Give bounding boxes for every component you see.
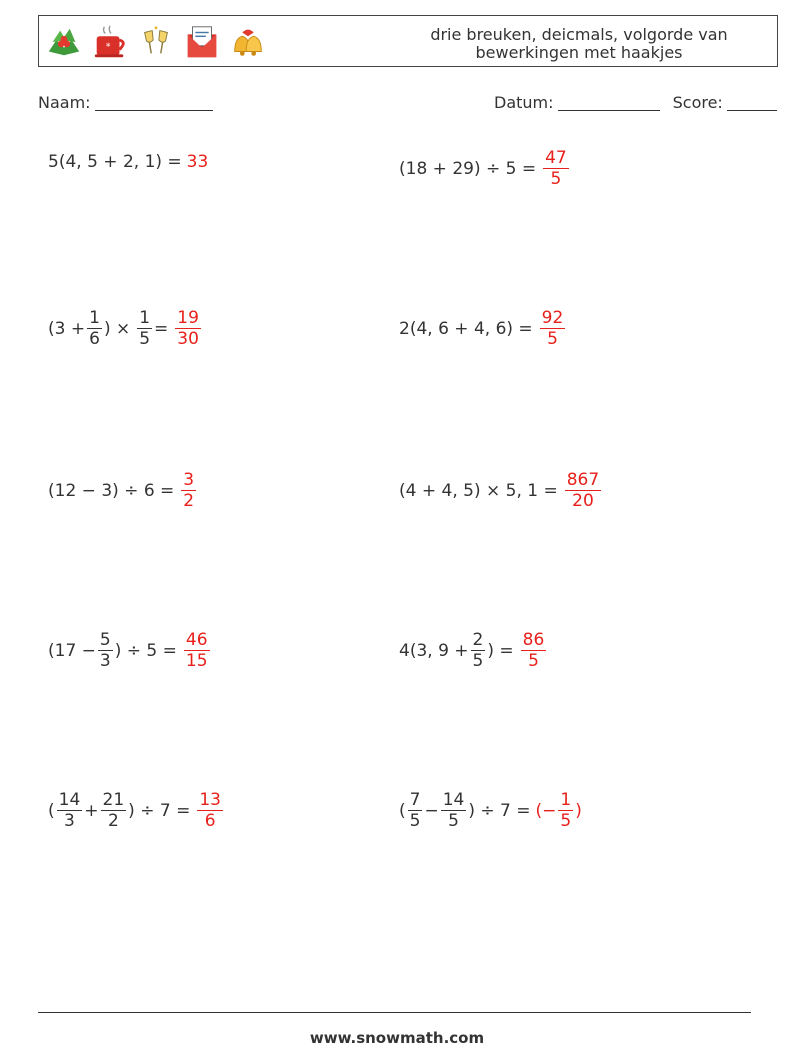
hot-drink-mug-icon [91, 23, 129, 61]
problem-expression-start: (3 + [48, 318, 86, 339]
problem-answer [195, 790, 225, 831]
problem-expression: 5(4, 5 + 2, 1) = [48, 152, 182, 172]
problem-operator: ) × [103, 318, 131, 339]
operand-fraction: $\frac{7}{5}$ [409, 790, 421, 831]
operand-fraction: $\frac{21}{2}$ [102, 790, 125, 831]
date-label: Datum: [494, 93, 554, 112]
operand-fraction: $\frac{14}{3}$ [58, 790, 81, 831]
operand-fraction: $\frac{1}{6}$ [89, 308, 100, 349]
problem-5 [48, 470, 198, 511]
problem-answer [538, 308, 568, 349]
answer-fraction: $\frac{1}{5}$ [560, 790, 572, 831]
answer-open: (− [535, 800, 557, 821]
operand-fraction: $\frac{1}{5}$ [139, 308, 151, 349]
title-line-1: drie breuken, deicmals, volgorde van [430, 25, 728, 44]
problem-expression-start: 4(3, 9 + [399, 640, 469, 661]
problem-answer [536, 790, 582, 831]
header-icons [45, 23, 267, 61]
name-field [38, 93, 213, 112]
answer-fraction: $\frac{46}{15}$ [185, 630, 208, 671]
operand-fraction: $\frac{2}{5}$ [472, 630, 484, 671]
problem-answer [179, 470, 198, 511]
problem-expression-end: ) ÷ 5 = [114, 640, 177, 661]
operand-fraction: $\frac{14}{5}$ [442, 790, 465, 831]
answer-fraction: $\frac{92}{5}$ [541, 308, 564, 349]
answer-fraction: $\frac{3}{2}$ [183, 470, 195, 511]
problem-4 [399, 308, 567, 349]
answer-fraction: $\frac{19}{30}$ [177, 308, 199, 349]
score-label: Score: [672, 93, 723, 112]
answer-fraction: $\frac{86}{5}$ [522, 630, 545, 671]
problem-9 [48, 790, 225, 831]
worksheet-header [38, 15, 778, 67]
problem-answer [173, 308, 203, 349]
problem-operator: − [424, 800, 439, 821]
problem-1 [48, 152, 208, 172]
operand-fraction: $\frac{5}{3}$ [99, 630, 111, 671]
problem-expression: 2(4, 6 + 4, 6) = [399, 318, 533, 339]
holly-icon [45, 23, 83, 61]
problem-8 [399, 630, 548, 671]
problem-3 [48, 308, 203, 349]
problem-operator: + [84, 800, 99, 821]
problem-expression-start: (17 − [48, 640, 96, 661]
footer-site[interactable]: www.snowmath.com [309, 1029, 485, 1047]
greeting-card-envelope-icon [183, 23, 221, 61]
score-blank[interactable] [727, 94, 777, 111]
answer-close: ) [575, 800, 582, 821]
problem-expression: (12 − 3) ÷ 6 = [48, 480, 175, 501]
christmas-bells-icon [229, 23, 267, 61]
answer-fraction: $\frac{867}{20}$ [566, 470, 600, 511]
problem-answer: 33 [186, 152, 209, 172]
problem-answer [519, 630, 549, 671]
name-blank[interactable] [95, 94, 213, 111]
answer-fraction: $\frac{13}{6}$ [199, 790, 221, 831]
problem-answer [182, 630, 212, 671]
problem-answer [541, 148, 571, 189]
title-line-2: bewerkingen met haakjes [475, 43, 683, 62]
open-paren: ( [399, 800, 406, 821]
problem-expression-end: ) ÷ 7 = [468, 800, 531, 821]
open-paren: ( [48, 800, 55, 821]
date-score-fields [494, 93, 777, 112]
equals-sign: = [154, 318, 169, 339]
footer-divider [38, 1012, 751, 1013]
worksheet-title [419, 26, 739, 62]
problem-answer [563, 470, 603, 511]
problem-7 [48, 630, 212, 671]
problem-expression-end: ) ÷ 7 = [128, 800, 191, 821]
champagne-glasses-icon [137, 23, 175, 61]
problem-expression: (18 + 29) ÷ 5 = [399, 158, 537, 179]
svg-text:*: * [105, 41, 111, 53]
problem-2 [399, 148, 571, 189]
problem-10 [399, 790, 582, 831]
date-blank[interactable] [558, 94, 660, 111]
answer-fraction: $\frac{47}{5}$ [545, 148, 567, 189]
problem-expression: (4 + 4, 5) × 5, 1 = [399, 480, 558, 501]
problem-expression-end: ) = [487, 640, 514, 661]
problem-6 [399, 470, 603, 511]
name-label: Naam: [38, 93, 91, 112]
